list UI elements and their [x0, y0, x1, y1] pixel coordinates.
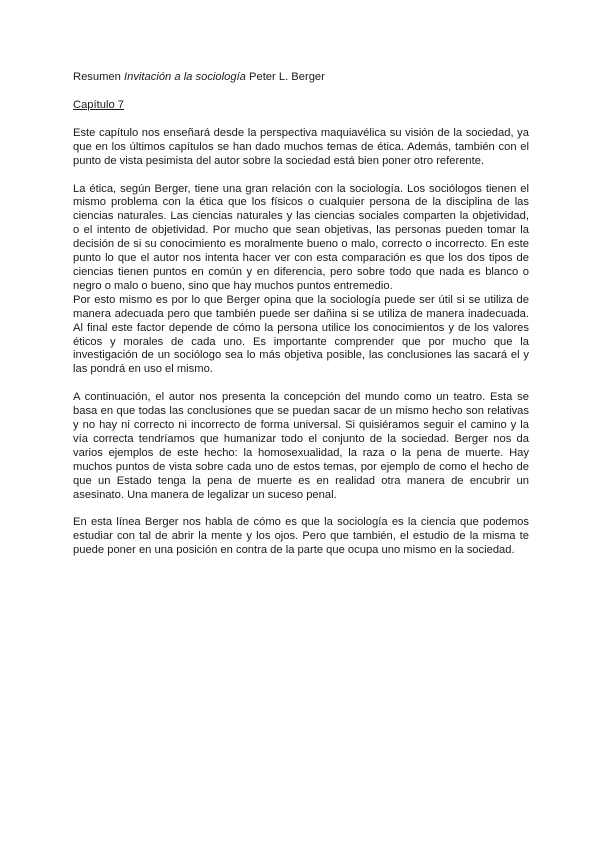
title-prefix: Resumen: [73, 71, 124, 83]
title-author: Peter L. Berger: [245, 71, 325, 83]
chapter-heading: Capítulo 7: [73, 98, 124, 111]
title-book: Invitación a la sociología: [124, 71, 246, 83]
paragraph-ethics: La ética, según Berger, tiene una gran relación con la sociología. Los sociólogos tienen el mismo problema con la ética que los físicos o cualquier persona de la disciplina de las ciencias naturales. Las ciencias naturales y las ciencias sociales comparten la objetividad, o el intento de objetividad. Por mucho que sean objetivas, las personas pueden tomar la decisión de si su conocimiento es moralmente bueno o malo, correcto o incorrecto. En este punto lo que el autor nos intenta hacer ver con esta comparación es que los dos tipos de ciencias tienen puntos en común y en diferencia, pero sobre todo que nada es blanco o negro o malo o bueno, sino que hay muchos puntos entremedio.: [73, 182, 529, 292]
paragraph-usefulness: Por esto mismo es por lo que Berger opina que la sociología puede ser útil si se utiliza de manera adecuada pero que también puede ser dañina si se utiliza de manera inadecuada. Al final este factor depende de cómo la persona utilice los conocimientos y de los valores éticos y morales de cada uno. Es importante comprender que por mucho que la investigación de un sociólogo sea lo más objetiva posible, las conclusiones las sacará el y las pondrá en uso el mismo.: [73, 293, 529, 376]
document-title: [73, 71, 529, 85]
paragraph-theatre: A continuación, el autor nos presenta la concepción del mundo como un teatro. Esta se basa en que todas las conclusiones que se puedan sacar de un mismo hecho son relativas y no hay ni correcto ni incorrecto de forma universal. Si quisiéramos seguir el camino y la vía correcta tendríamos que humanizar todo el conjunto de la sociedad. Berger nos da varios ejemplos de este hecho: la homosexualidad, la raza o la pena de muerte. Hay muchos puntos de vista sobre cada uno de estos temas, por ejemplo de como el hecho de que un Estado tenga la pena de muerte es en realidad otra manera de encubrir un asesinato. Una manera de legalizar un suceso penal.: [73, 391, 529, 501]
paragraph-conclusion: En esta línea Berger nos habla de cómo es que la sociología es la ciencia que podemos estudiar con tal de abrir la mente y los ojos. Pero que también, el estudio de la misma te puede poner en una posición en contra de la parte que ocupa uno mismo en la sociedad.: [73, 516, 529, 557]
paragraph-intro: Este capítulo nos enseñará desde la perspectiva maquiavélica su visión de la sociedad, ya que en los últimos capítulos se han dado muchos temas de ética. Además, también con el punto de vista pesimista del autor sobre la sociedad está bien poner otro referente.: [73, 126, 529, 167]
